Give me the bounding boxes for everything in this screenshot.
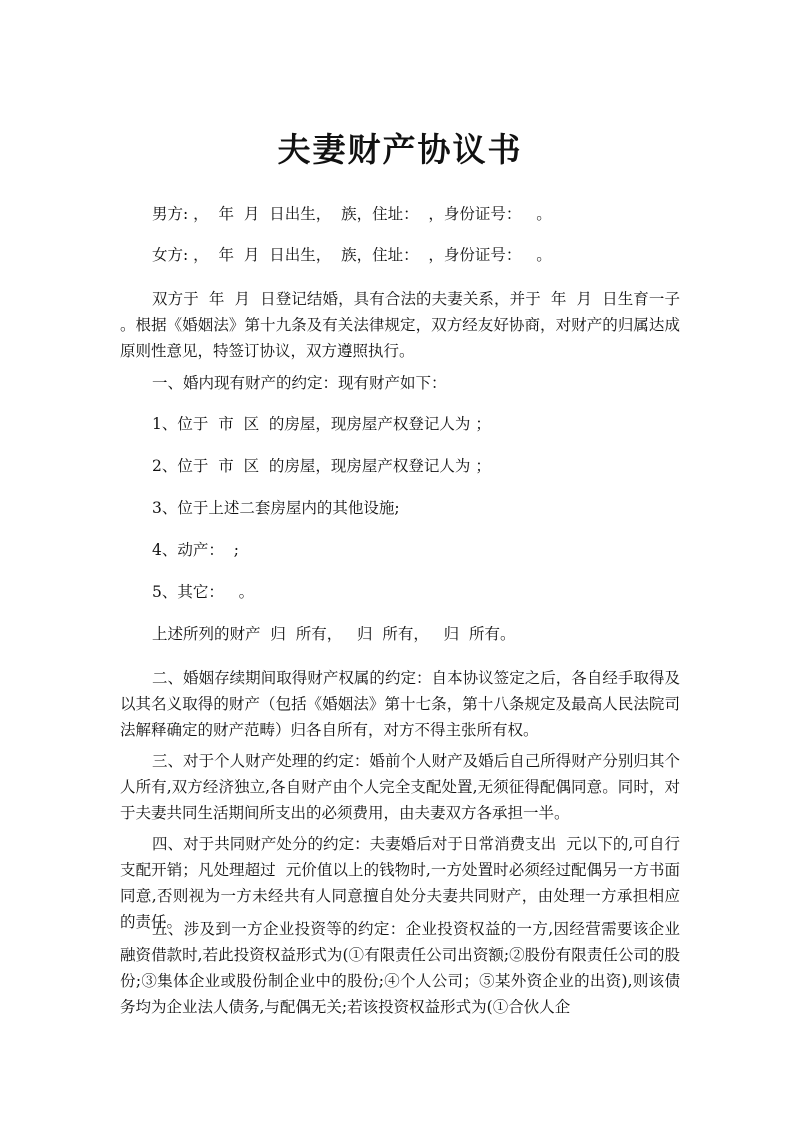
document-title: 夫妻财产协议书 bbox=[277, 130, 523, 169]
section2-paragraph: 二、婚姻存续期间取得财产权属的约定：自本协议签定之后，各自经手取得及以其名义取得的财产（包括《婚姻法》第十七条，第十八条规定及最高人民法院司法解释确定的财产范畴）归各自所有，对方不得主张所有权。 bbox=[120, 669, 680, 739]
section1-item-5: 5、其它： 。 bbox=[152, 583, 255, 601]
male-party-line: 男方: ， 年 月 日出生， 族，住址： ，身份证号： 。 bbox=[152, 205, 552, 223]
section1-item-2: 2、位于 市 区 的房屋，现房屋产权登记人为 ； bbox=[152, 457, 491, 475]
section1-heading: 一、婚内现有财产的约定：现有财产如下： bbox=[152, 374, 447, 392]
female-party-line: 女方: ， 年 月 日出生， 族，住址： ，身份证号： 。 bbox=[152, 246, 552, 264]
section3-paragraph: 三、对于个人财产处理的约定：婚前个人财产及婚后自己所得财产分别归其个人所有,双方经济独立,各自财产由个人完全支配处置,无须征得配偶同意。同时，对于夫妻共同生活期间所支出的必须费用，由夫妻双方各承担一半。 bbox=[120, 752, 680, 822]
section1-item-3: 3、位于上述二套房屋内的其他设施; bbox=[152, 499, 400, 517]
section5-paragraph: 五、涉及到一方企业投资等的约定：企业投资权益的一方,因经营需要该企业融资借款时,若此投资权益形式为(①有限责任公司出资额;②股份有限责任公司的股份;③集体企业或股份制企业中的股份;④个人公司；⑤某外资企业的出资),则该债务均为企业法人债务,与配偶无关;若该投资权益形式为(①合伙人企 bbox=[120, 920, 680, 1016]
section1-item-4: 4、动产： ; bbox=[152, 541, 239, 559]
section1-item-1: 1、位于 市 区 的房屋，现房屋产权登记人为 ； bbox=[152, 415, 491, 433]
section4-paragraph: 四、对于共同财产处分的约定：夫妻婚后对于日常消费支出 元以下的,可自行支配开销；凡处理超过 元价值以上的钱物时,一方处置时必须经过配偶另一方书面同意,否则视为一方未经共有人同意擅自处分夫妻共同财产，由处理一方承担相应的责任。 bbox=[120, 835, 680, 931]
ownership-line: 上述所列的财产 归 所有， 归 所有， 归 所有。 bbox=[152, 625, 516, 643]
intro-paragraph: 双方于 年 月 日登记结婚，具有合法的夫妻关系，并于 年 月 日生育一子 。根据《婚姻法》第十九条及有关法律规定，双方经友好协商，对财产的归属达成原则性意见，特签订协议，双方遵照执行。 bbox=[120, 290, 685, 360]
